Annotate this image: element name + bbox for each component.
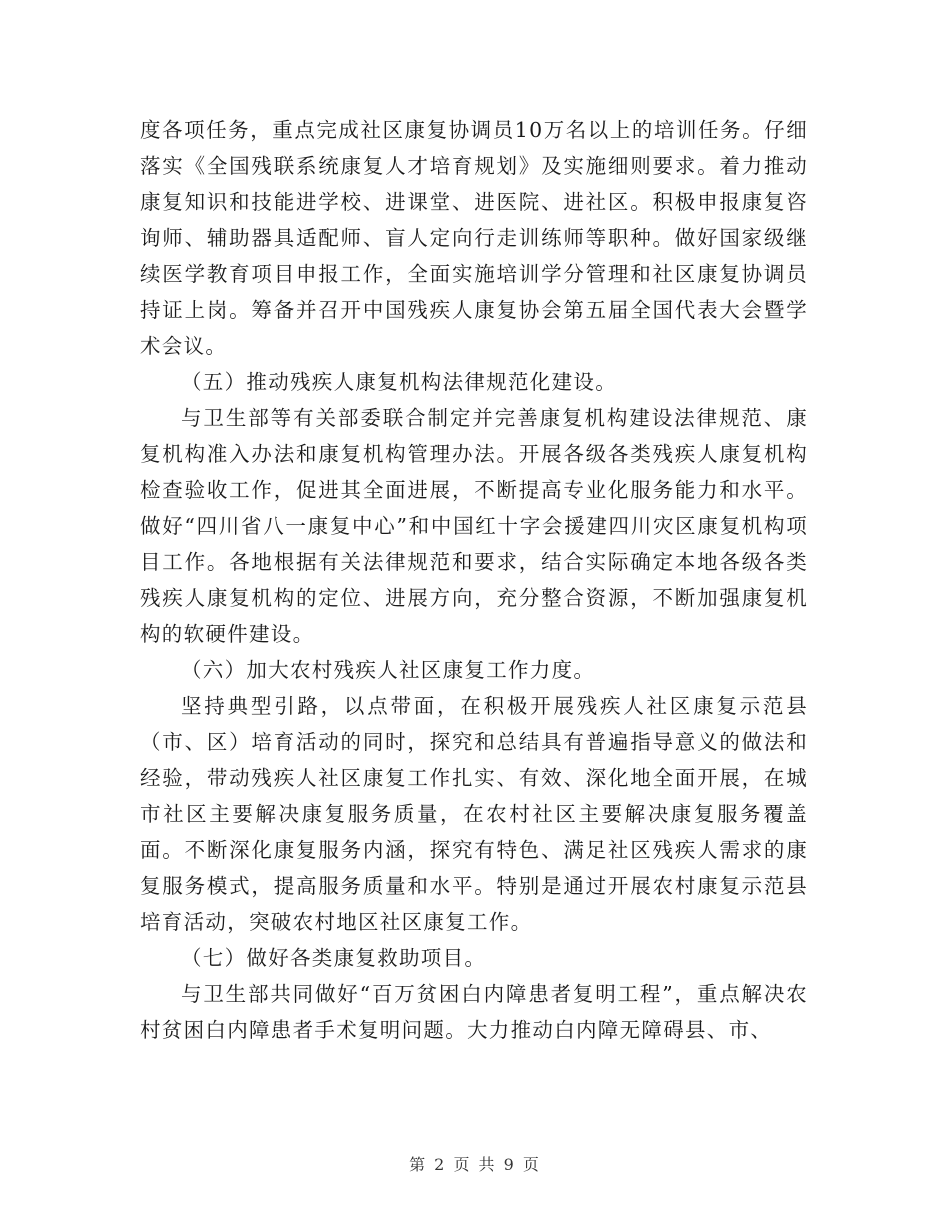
section-heading-5: （五）推动残疾人康复机构法律规范化建设。 [181, 370, 617, 394]
page-number-footer: 第 2 页 共 9 页 [409, 1155, 541, 1174]
section-heading-7: （七）做好各类康复救助项目。 [181, 946, 487, 970]
section-heading-6: （六）加大农村残疾人社区康复工作力度。 [181, 658, 596, 682]
paragraph-continued-task: 度各项任务，重点完成社区康复协调员10万名以上的培训任务。仔细落实《全国残联系统康复人才培育规划》及实施细则要求。着力推动康复知识和技能进学校、进课堂、进医院、进社区。积极申报康复咨询师、辅助器具适配师、盲人定向行走训练师等职种。做好国家级继续医学教育项目申报工作，全面实施培训学分管理和社区康复协调员持证上岗。筹备并召开中国残疾人康复协会第五届全国代表大会暨学术会议。 [140, 118, 808, 358]
document-body [140, 112, 808, 1048]
paragraph-rural-community: 坚持典型引路，以点带面，在积极开展残疾人社区康复示范县（市、区）培育活动的同时，探究和总结具有普遍指导意义的做法和经验，带动残疾人社区康复工作扎实、有效、深化地全面开展，在城市社区主要解决康复服务质量，在农村社区主要解决康复服务覆盖面。不断深化康复服务内涵，探究有特色、满足社区残疾人需求的康复服务模式，提高服务质量和水平。特别是通过开展农村康复示范县培育活动，突破农村地区社区康复工作。 [140, 694, 808, 934]
paragraph-rehab-aid: 与卫生部共同做好“百万贫困白内障患者复明工程”，重点解决农村贫困白内障患者手术复明问题。大力推动白内障无障碍县、市、 [140, 982, 808, 1042]
paragraph-rehab-institution: 与卫生部等有关部委联合制定并完善康复机构建设法律规范、康复机构准入办法和康复机构管理办法。开展各级各类残疾人康复机构检查验收工作，促进其全面进展，不断提高专业化服务能力和水平。做好“四川省八一康复中心”和中国红十字会援建四川灾区康复机构项目工作。各地根据有关法律规范和要求，结合实际确定本地各级各类残疾人康复机构的定位、进展方向，充分整合资源，不断加强康复机构的软硬件建设。 [140, 406, 808, 646]
